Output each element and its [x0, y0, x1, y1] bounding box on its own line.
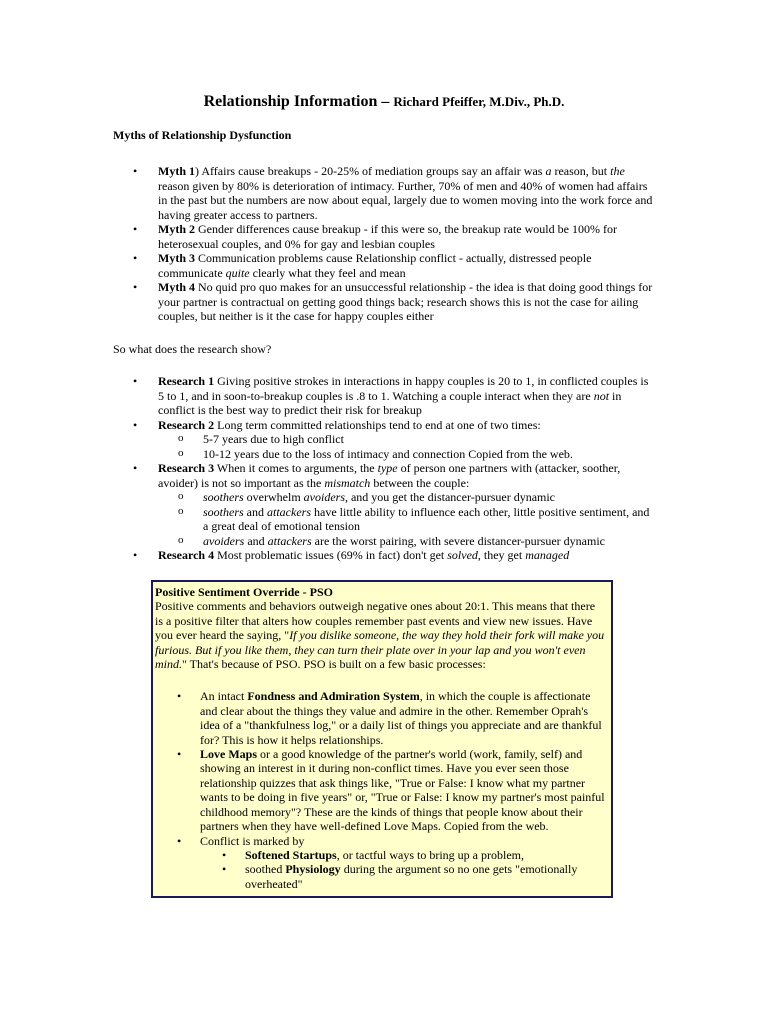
- sub-list-item: o soothers and attackers have little ability to influence each other, little positive sentiment, and a great deal of emotional tension: [113, 505, 653, 534]
- list-item: • An intact Fondness and Admiration System, in which the couple is affectionate and clear about the things they value and admire in the other. Remember Oprah's idea of a "thankfulness log," or a daily list of things you appreciate and are thankful for? This is how it helps relationships.: [155, 689, 605, 747]
- sub-list-item: • soothed Physiology during the argument so no one gets "emotionally overheated": [200, 862, 605, 891]
- list-item: • Myth 1) Affairs cause breakups - 20-25% of mediation groups say an affair was a reason, but the reason given by 80% is deterioration of intimacy. Further, 70% of men and 40% of women had affairs in the past but the numbers are now about equal, largely due to women moving into the work force and having greater access to partners.: [113, 164, 653, 222]
- sub-list-item: • Softened Startups, or tactful ways to bring up a problem,: [200, 848, 605, 862]
- pso-title: Positive Sentiment Override - PSO: [155, 585, 333, 599]
- sub-list-item: o avoiders and attackers are the worst pairing, with severe distancer-pursuer dynamic: [113, 534, 653, 549]
- sub-list-item: o soothers overwhelm avoiders, and you get the distancer-pursuer dynamic: [113, 490, 653, 505]
- list-item: • Myth 4 No quid pro quo makes for an unsuccessful relationship - the idea is that doing good things for your partner is contractual on getting good things back; research shows this is not the case for ailing couples, but neither is it the case for happy couples either: [113, 280, 653, 324]
- list-item: • Research 3 When it comes to arguments, the type of person one partners with (attacker, soother, avoider) is not so important as the mismatch between the couple: o soothers overwhelm avoiders, and you get the distancer-pursuer dynamic o soothers and attackers have little ability to influence each other, little positive sentiment, and a great deal of emotional tension o avoiders and attackers are the worst pairing, with severe distancer-pursuer dynamic: [113, 461, 653, 548]
- list-item: • Research 2 Long term committed relationships tend to end at one of two times: o 5-7 years due to high conflict o 10-12 years due to the loss of intimacy and connection Copied from the web.: [113, 418, 653, 462]
- sub-list-item: o 5-7 years due to high conflict: [113, 432, 653, 447]
- list-item: • Research 1 Giving positive strokes in interactions in happy couples is 20 to 1, in conflicted couples is 5 to 1, and in soon-to-breakup couples is .8 to 1. Watching a couple interact when they are not in conflict is the best way to predict their risk for breakup: [113, 374, 653, 418]
- list-item: • Love Maps or a good knowledge of the partner's world (work, family, self) and showing an interest in it during non-conflict times. Have you ever seen those relationship quizzes that ask things like, "True or False: I know what my partner wants to be doing in five years" or, "True or False: I know my partner's most painful childhood memory"? These are the kinds of things that people know about their partners when they have well-defined Love Maps. Copied from the web.: [155, 747, 605, 833]
- research-list: [113, 374, 653, 563]
- myths-list: [113, 164, 653, 324]
- myths-heading: Myths of Relationship Dysfunction: [113, 128, 292, 142]
- research-intro: So what does the research show?: [113, 342, 272, 356]
- document-title: [0, 92, 768, 112]
- title-author: Richard Pfeiffer, M.Div., Ph.D.: [393, 94, 565, 109]
- list-item: • Myth 3 Communication problems cause Relationship conflict - actually, distressed people communicate quite clearly what they feel and mean: [113, 251, 653, 280]
- pso-intro: Positive comments and behaviors outweigh negative ones about 20:1. This means that there is a positive filter that alters how couples remember past events and view new issues. Have you ever heard the saying, "If you dislike someone, the way they hold their fork will make you furious. But if you like them, they can turn their plate over in your lap and you won't even mind." That's because of PSO. PSO is built on a few basic processes:: [155, 599, 605, 672]
- pso-callout-box: [151, 580, 613, 898]
- list-item: • Myth 2 Gender differences cause breakup - if this were so, the breakup rate would be 100% for heterosexual couples, and 0% for gay and lesbian couples: [113, 222, 653, 251]
- title-main: Relationship Information –: [203, 93, 390, 110]
- list-item: • Conflict is marked by • Softened Startups, or tactful ways to bring up a problem, • soothed Physiology during the argument so no one gets "emotionally overheated": [155, 834, 605, 892]
- list-item: • Research 4 Most problematic issues (69% in fact) don't get solved, they get managed: [113, 548, 653, 563]
- sub-list-item: o 10-12 years due to the loss of intimacy and connection Copied from the web.: [113, 447, 653, 462]
